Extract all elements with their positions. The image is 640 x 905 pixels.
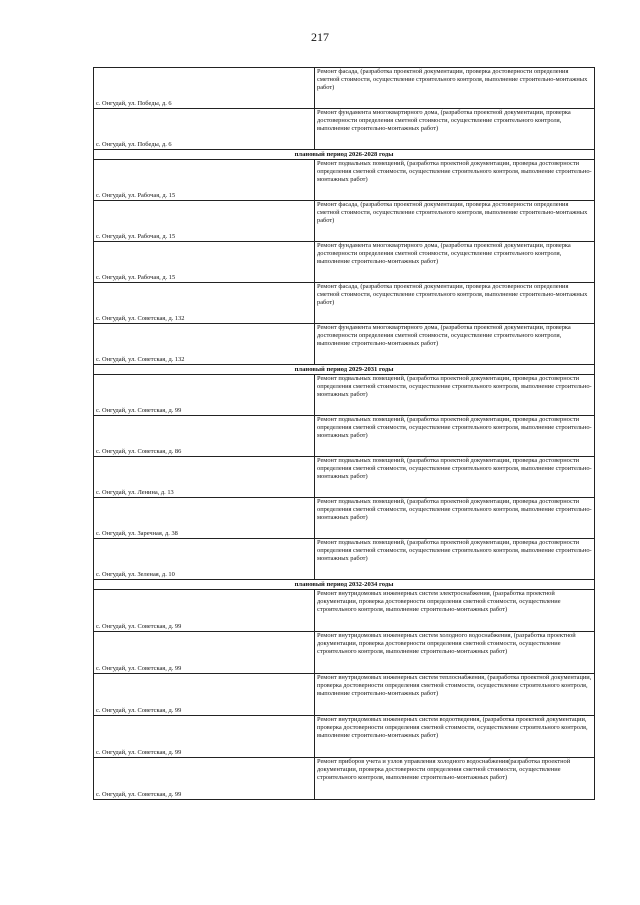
work-description-cell: Ремонт приборов учета и узлов управления холодного водоснабжения(разработка проектной документации, проверка достоверности определения сметной стоимости, осуществление строительного контроля, выполнение строительно-монтажных работ) bbox=[315, 758, 595, 800]
work-description-cell: Ремонт фасада, (разработка проектной документации, проверка достоверности определения сметной стоимости, осуществление строительного контроля, выполнение строительно-монтажных работ) bbox=[315, 283, 595, 324]
work-description-cell: Ремонт фундамента многоквартирного дома, (разработка проектной документации, проверка достоверности определения сметной стоимости, осуществление строительного контроля, выполнение строительно-монтажных работ) bbox=[315, 109, 595, 150]
address-cell: с. Онгудай, ул. Советская, д. 99 bbox=[94, 758, 315, 800]
table-body bbox=[94, 68, 595, 800]
work-description-cell: Ремонт внутридомовых инженерных систем водоотведения, (разработка проектной документации, проверка достоверности определения сметной стоимости, осуществление строительного контроля, выполнение строительно-монтажных работ) bbox=[315, 716, 595, 758]
table-row bbox=[94, 324, 595, 365]
period-header-row bbox=[94, 150, 595, 160]
table-row bbox=[94, 498, 595, 539]
work-description-cell: Ремонт внутридомовых инженерных систем электроснабжения, (разработка проектной документации, проверка достоверности определения сметной стоимости, осуществление строительного контроля, выполнение строительно-монтажных работ) bbox=[315, 590, 595, 632]
repair-schedule-table bbox=[93, 67, 595, 800]
table-row bbox=[94, 160, 595, 201]
period-label: плановый период 2029-2031 годы bbox=[94, 365, 595, 375]
address-cell: с. Онгудай, ул. Советская, д. 86 bbox=[94, 416, 315, 457]
work-description-cell: Ремонт фасада, (разработка проектной документации, проверка достоверности определения сметной стоимости, осуществление строительного контроля, выполнение строительно-монтажных работ) bbox=[315, 201, 595, 242]
table-row bbox=[94, 109, 595, 150]
address-cell: с. Онгудай, ул. Советская, д. 132 bbox=[94, 324, 315, 365]
table-row bbox=[94, 632, 595, 674]
work-description-cell: Ремонт фундамента многоквартирного дома, (разработка проектной документации, проверка достоверности определения сметной стоимости, осуществление строительного контроля, выполнение строительно-монтажных работ) bbox=[315, 242, 595, 283]
period-label: плановый период 2032-2034 годы bbox=[94, 580, 595, 590]
work-description-cell: Ремонт подвальных помещений, (разработка проектной документации, проверка достоверности определения сметной стоимости, осуществление строительного контроля, выполнение строительно-монтажных работ) bbox=[315, 160, 595, 201]
address-cell: с. Онгудай, ул. Рабочая, д. 15 bbox=[94, 242, 315, 283]
table-row bbox=[94, 590, 595, 632]
table-row bbox=[94, 201, 595, 242]
work-description-cell: Ремонт подвальных помещений, (разработка проектной документации, проверка достоверности определения сметной стоимости, осуществление строительного контроля, выполнение строительно-монтажных работ) bbox=[315, 457, 595, 498]
table-row bbox=[94, 68, 595, 109]
work-description-cell: Ремонт подвальных помещений, (разработка проектной документации, проверка достоверности определения сметной стоимости, осуществление строительного контроля, выполнение строительно-монтажных работ) bbox=[315, 539, 595, 580]
address-cell: с. Онгудай, ул. Победы, д. 6 bbox=[94, 109, 315, 150]
table-row bbox=[94, 242, 595, 283]
period-label: плановый период 2026-2028 годы bbox=[94, 150, 595, 160]
work-description-cell: Ремонт внутридомовых инженерных систем холодного водоснабжения, (разработка проектной документации, проверка достоверности определения сметной стоимости, осуществление строительного контроля, выполнение строительно-монтажных работ) bbox=[315, 632, 595, 674]
work-description-cell: Ремонт подвальных помещений, (разработка проектной документации, проверка достоверности определения сметной стоимости, осуществление строительного контроля, выполнение строительно-монтажных работ) bbox=[315, 375, 595, 416]
address-cell: с. Онгудай, ул. Победы, д. 6 bbox=[94, 68, 315, 109]
address-cell: с. Онгудай, ул. Советская, д. 99 bbox=[94, 590, 315, 632]
work-description-cell: Ремонт подвальных помещений, (разработка проектной документации, проверка достоверности определения сметной стоимости, осуществление строительного контроля, выполнение строительно-монтажных работ) bbox=[315, 416, 595, 457]
work-description-cell: Ремонт фасада, (разработка проектной документации, проверка достоверности определения сметной стоимости, осуществление строительного контроля, выполнение строительно-монтажных работ) bbox=[315, 68, 595, 109]
address-cell: с. Онгудай, ул. Советская, д. 99 bbox=[94, 674, 315, 716]
work-description-cell: Ремонт фундамента многоквартирного дома, (разработка проектной документации, проверка достоверности определения сметной стоимости, осуществление строительного контроля, выполнение строительно-монтажных работ) bbox=[315, 324, 595, 365]
table-row bbox=[94, 674, 595, 716]
table-row bbox=[94, 758, 595, 800]
address-cell: с. Онгудай, ул. Советская, д. 99 bbox=[94, 716, 315, 758]
period-header-row bbox=[94, 580, 595, 590]
table-row bbox=[94, 416, 595, 457]
table-row bbox=[94, 283, 595, 324]
period-header-row bbox=[94, 365, 595, 375]
address-cell: с. Онгудай, ул. Заречная, д. 38 bbox=[94, 498, 315, 539]
address-cell: с. Онгудай, ул. Зеленая, д. 10 bbox=[94, 539, 315, 580]
address-cell: с. Онгудай, ул. Рабочая, д. 15 bbox=[94, 201, 315, 242]
page-number: 217 bbox=[311, 30, 329, 44]
address-cell: с. Онгудай, ул. Советская, д. 99 bbox=[94, 632, 315, 674]
address-cell: с. Онгудай, ул. Ленина, д. 13 bbox=[94, 457, 315, 498]
address-cell: с. Онгудай, ул. Советская, д. 132 bbox=[94, 283, 315, 324]
address-cell: с. Онгудай, ул. Советская, д. 99 bbox=[94, 375, 315, 416]
table-row bbox=[94, 457, 595, 498]
table-row bbox=[94, 375, 595, 416]
table-row bbox=[94, 716, 595, 758]
address-cell: с. Онгудай, ул. Рабочая, д. 15 bbox=[94, 160, 315, 201]
work-description-cell: Ремонт подвальных помещений, (разработка проектной документации, проверка достоверности определения сметной стоимости, осуществление строительного контроля, выполнение строительно-монтажных работ) bbox=[315, 498, 595, 539]
table-row bbox=[94, 539, 595, 580]
work-description-cell: Ремонт внутридомовых инженерных систем теплоснабжения, (разработка проектной документации, проверка достоверности определения сметной стоимости, осуществление строительного контроля, выполнение строительно-монтажных работ) bbox=[315, 674, 595, 716]
